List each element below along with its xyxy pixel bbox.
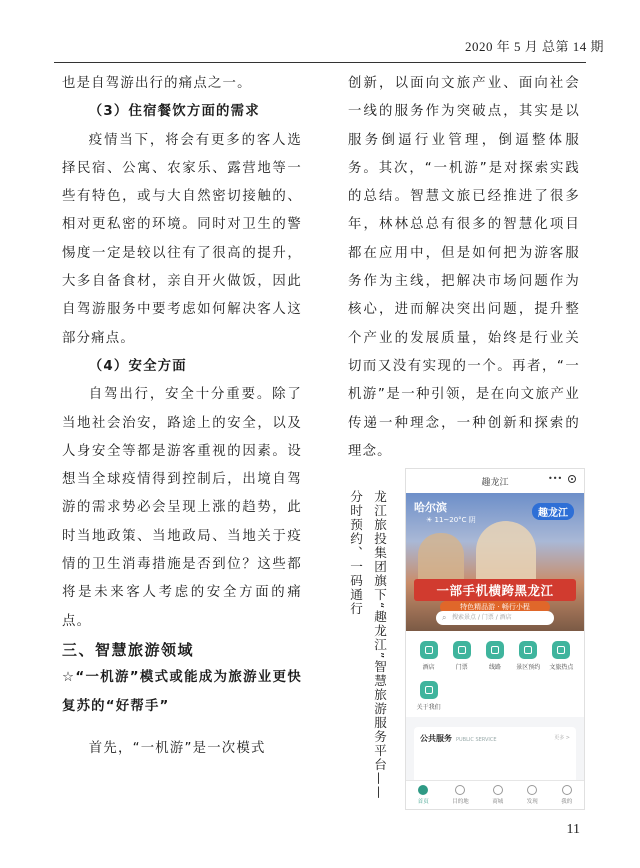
user-icon [562,785,572,795]
banner-brand: 趣龙江 [532,503,574,520]
about-icon [420,681,438,699]
tab-discover[interactable]: 发现 [527,785,538,805]
star-heading: ☆“一机游”模式或能成为旅游业更快复苏的“好帮手” [62,670,302,714]
figure-caption-line2: 分时预约、一码通行 [348,490,363,616]
banner-tag: 特色精品游 · 畅行小程 [440,601,550,613]
icon-ticket[interactable]: 门票 [445,641,478,671]
public-service-title: 公共服务 PUBLIC SERVICE [420,734,497,743]
app-screenshot [405,468,585,810]
paragraph: 疫情当下，将会有更多的客人选择民宿、公寓、农家乐、露营地等一些有特色，或与大自然密切接触的、相对更私密的环境。同时对卫生的警惕度一定是较以往有了很高的提升，大多自备食材，亲自开火做饭，因此自驾游服务中要考虑如何解决客人这部分痛点。 [62,132,302,346]
figure-caption-line1: 龙江旅投集团旗下“趣龙江”智慧旅游服务平台—— [372,490,387,800]
header-rule [54,62,586,63]
banner-slogan: 一部手机横跨黑龙江 [414,579,576,601]
reserve-icon [519,641,537,659]
service-icon-grid [406,631,584,717]
page-number: 11 [566,822,580,837]
paragraph: 首先，“一机游”是一次模式 [88,740,266,756]
hotspot-icon [552,641,570,659]
tab-destination[interactable]: 目的地 [452,785,469,805]
banner-city: 哈尔滨 [414,501,447,514]
public-service-card [414,727,576,787]
left-column [62,70,302,763]
app-tabbar [406,780,584,809]
subheading-lodging: （3）住宿餐饮方面的需求 [88,104,260,120]
tab-home[interactable]: 首页 [418,785,429,805]
issue-header: 2020 年 5 月 总第 14 期 [464,39,604,54]
icon-reserve[interactable]: 景区预约 [512,641,545,671]
icon-hotspot[interactable]: 文旅热点 [545,641,578,671]
icon-hotel[interactable]: 酒店 [412,641,445,671]
subheading-safety: （4）安全方面 [88,358,187,374]
compass-icon [527,785,537,795]
tab-mine[interactable]: 我的 [561,785,572,805]
location-icon [455,785,465,795]
paragraph: 创新，以面向文旅产业、面向社会一线的服务作为突破点，其实是以服务倒逼行业管理，倒逼整体服务。其次，“一机游”是对探索实践的总结。智慧文旅已经推进了很多年，林林总总有很多的智慧化项目都在应用中，但是如何把为游客服务作为主线，把解决市场问题作为核心，进而解决突出问题，提升整个产业的发展质量，始终是行业关切而又没有实现的一个。再者，“一机游”是一种引领，是在向文旅产业传递一种理念，一种创新和探索的理念。 [348,76,580,459]
target-icon[interactable] [568,475,576,483]
paragraph: 也是自驾游出行的痛点之一。 [62,76,252,91]
paragraph: 自驾出行，安全十分重要。除了当地社会治安，路途上的安全，以及人身安全等都是游客重视的因素。设想当全球疫情得到控制后，出境自驾游的需求势必会呈现上涨的趋势，此时当地政策、当地政局、当地关于疫情的卫生消毒措施是否到位？这些都将是未来客人考虑的安全方面的痛点。 [62,387,302,629]
app-titlebar [406,469,584,493]
app-title: 趣龙江 [481,477,509,488]
route-icon [486,641,504,659]
more-icon[interactable]: ••• [548,474,563,483]
app-search-input[interactable]: ⌕ 搜索景点 / 门票 / 酒店 [436,611,554,625]
more-link[interactable]: 更多 > [554,735,570,741]
hotel-icon [420,641,438,659]
ticket-icon [453,641,471,659]
banner-weather: ☀ 11~20°C 阴 [426,516,476,524]
right-column [348,70,580,466]
tab-mall[interactable]: 商城 [492,785,503,805]
icon-about[interactable]: 关于我们 [412,681,445,711]
icon-route[interactable]: 线路 [478,641,511,671]
shop-icon [493,785,503,795]
home-icon [418,785,428,795]
section-heading: 三、智慧旅游领域 [62,640,195,659]
app-banner [406,493,584,631]
